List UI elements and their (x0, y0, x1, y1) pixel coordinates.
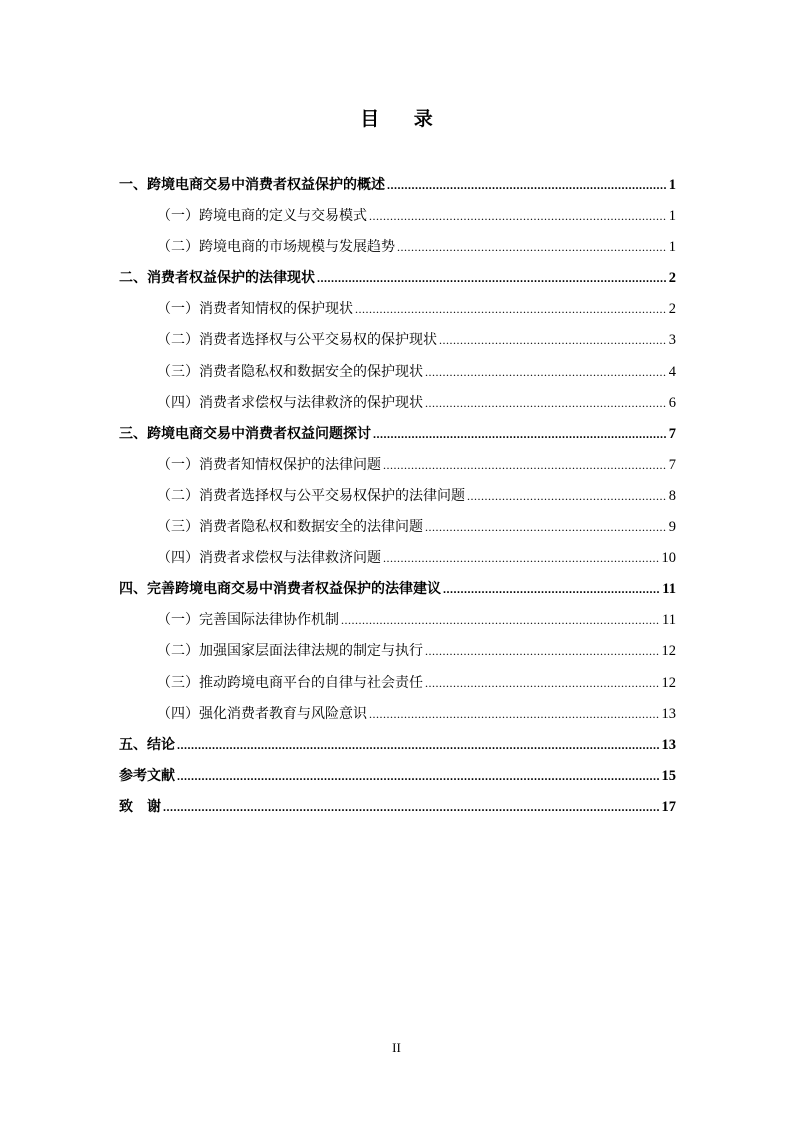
toc-entry-title: （二）跨境电商的市场规模与发展趋势 (157, 239, 395, 256)
toc-section-entry[interactable] (119, 609, 676, 640)
dot-leader (383, 454, 667, 476)
dot-leader (467, 485, 667, 507)
toc-section-entry[interactable] (119, 329, 676, 360)
toc-entry-title: 三、跨境电商交易中消费者权益问题探讨 (119, 425, 371, 442)
toc-entry-title: （四）强化消费者教育与风险意识 (157, 705, 367, 722)
toc-entry-title: 五、结论 (119, 736, 175, 753)
toc-entry-page: 4 (668, 363, 676, 380)
dot-leader (387, 174, 667, 196)
toc-entry-page: 12 (661, 674, 676, 691)
toc-section-entry[interactable] (119, 392, 676, 423)
toc-section-entry[interactable] (119, 361, 676, 392)
toc-entry-page: 12 (661, 643, 676, 660)
toc-entry-title: 参考文献 (119, 767, 175, 784)
toc-chapter-entry[interactable] (119, 578, 676, 609)
toc-entry-title: （三）消费者隐私权和数据安全的法律问题 (157, 519, 423, 536)
toc-chapter-entry[interactable] (119, 765, 676, 796)
toc-section-entry[interactable] (119, 547, 676, 578)
toc-entry-title: （四）消费者求偿权与法律救济的保护现状 (157, 394, 423, 411)
toc-section-entry[interactable] (119, 236, 676, 267)
toc-chapter-entry[interactable] (119, 174, 676, 205)
toc-entry-page: 7 (668, 425, 676, 442)
page-number: II (392, 1040, 401, 1055)
toc-entry-page: 15 (661, 767, 676, 784)
dot-leader (373, 423, 667, 445)
toc-entry-page: 17 (661, 798, 676, 815)
toc-chapter-entry[interactable] (119, 796, 676, 827)
toc-section-entry[interactable] (119, 640, 676, 671)
dot-leader (369, 703, 660, 725)
dot-leader (425, 361, 667, 383)
dot-leader (439, 329, 667, 351)
toc-section-entry[interactable] (119, 454, 676, 485)
toc-entry-page: 7 (668, 456, 676, 473)
toc-entry-page: 11 (662, 581, 676, 598)
toc-entry-page: 13 (661, 705, 676, 722)
toc-entry-page: 9 (668, 519, 676, 536)
dot-leader (163, 796, 660, 818)
toc-section-entry[interactable] (119, 298, 676, 329)
dot-leader (341, 609, 660, 631)
toc-section-entry[interactable] (119, 703, 676, 734)
toc-entry-page: 1 (668, 177, 676, 193)
dot-leader (317, 267, 667, 289)
toc-entry-title: （一）完善国际法律协作机制 (157, 612, 339, 629)
dot-leader (425, 516, 667, 538)
toc-entry-title: 二、消费者权益保护的法律现状 (119, 270, 315, 287)
toc-entry-page: 6 (668, 394, 676, 411)
toc-entry-title: （一）跨境电商的定义与交易模式 (157, 208, 367, 225)
dot-leader (355, 298, 667, 320)
toc-chapter-entry[interactable] (119, 734, 676, 765)
toc-chapter-entry[interactable] (119, 423, 676, 454)
dot-leader (443, 578, 660, 600)
dot-leader (369, 205, 667, 227)
toc-entry-page: 2 (668, 270, 676, 287)
toc-section-entry[interactable] (119, 205, 676, 236)
toc-entry-title: （三）消费者隐私权和数据安全的保护现状 (157, 363, 423, 380)
toc-entry-title: 一、跨境电商交易中消费者权益保护的概述 (119, 177, 385, 193)
page-title: 目 录 (360, 108, 447, 130)
toc-entry-page: 1 (668, 239, 676, 256)
toc-entry-page: 11 (662, 612, 676, 629)
toc-entry-page: 3 (668, 332, 676, 349)
toc-section-entry[interactable] (119, 485, 676, 516)
toc-entry-title: （二）消费者选择权与公平交易权保护的法律问题 (157, 487, 465, 504)
toc-entry-title: （四）消费者求偿权与法律救济问题 (157, 550, 381, 567)
toc-entry-title: （一）消费者知情权保护的法律问题 (157, 456, 381, 473)
toc-entry-title: （二）消费者选择权与公平交易权的保护现状 (157, 332, 437, 349)
toc-entry-page: 10 (661, 550, 676, 567)
dot-leader (177, 734, 660, 756)
toc-entry-title: 四、完善跨境电商交易中消费者权益保护的法律建议 (119, 581, 441, 598)
dot-leader (383, 547, 660, 569)
toc-entry-title: （一）消费者知情权的保护现状 (157, 301, 353, 318)
dot-leader (397, 236, 667, 258)
dot-leader (425, 672, 660, 694)
toc-entry-page: 13 (661, 736, 676, 753)
toc-chapter-entry[interactable] (119, 267, 676, 298)
toc-section-entry[interactable] (119, 672, 676, 703)
toc-entry-title: 致 谢 (119, 798, 161, 815)
toc-entry-title: （三）推动跨境电商平台的自律与社会责任 (157, 674, 423, 691)
dot-leader (425, 392, 667, 414)
dot-leader (425, 640, 660, 662)
toc-entry-page: 1 (668, 208, 676, 225)
toc-entry-title: （二）加强国家层面法律法规的制定与执行 (157, 643, 423, 660)
toc-entry-page: 2 (668, 301, 676, 318)
toc-entry-page: 8 (668, 487, 676, 504)
toc-section-entry[interactable] (119, 516, 676, 547)
dot-leader (177, 765, 660, 787)
table-of-contents (119, 174, 676, 827)
